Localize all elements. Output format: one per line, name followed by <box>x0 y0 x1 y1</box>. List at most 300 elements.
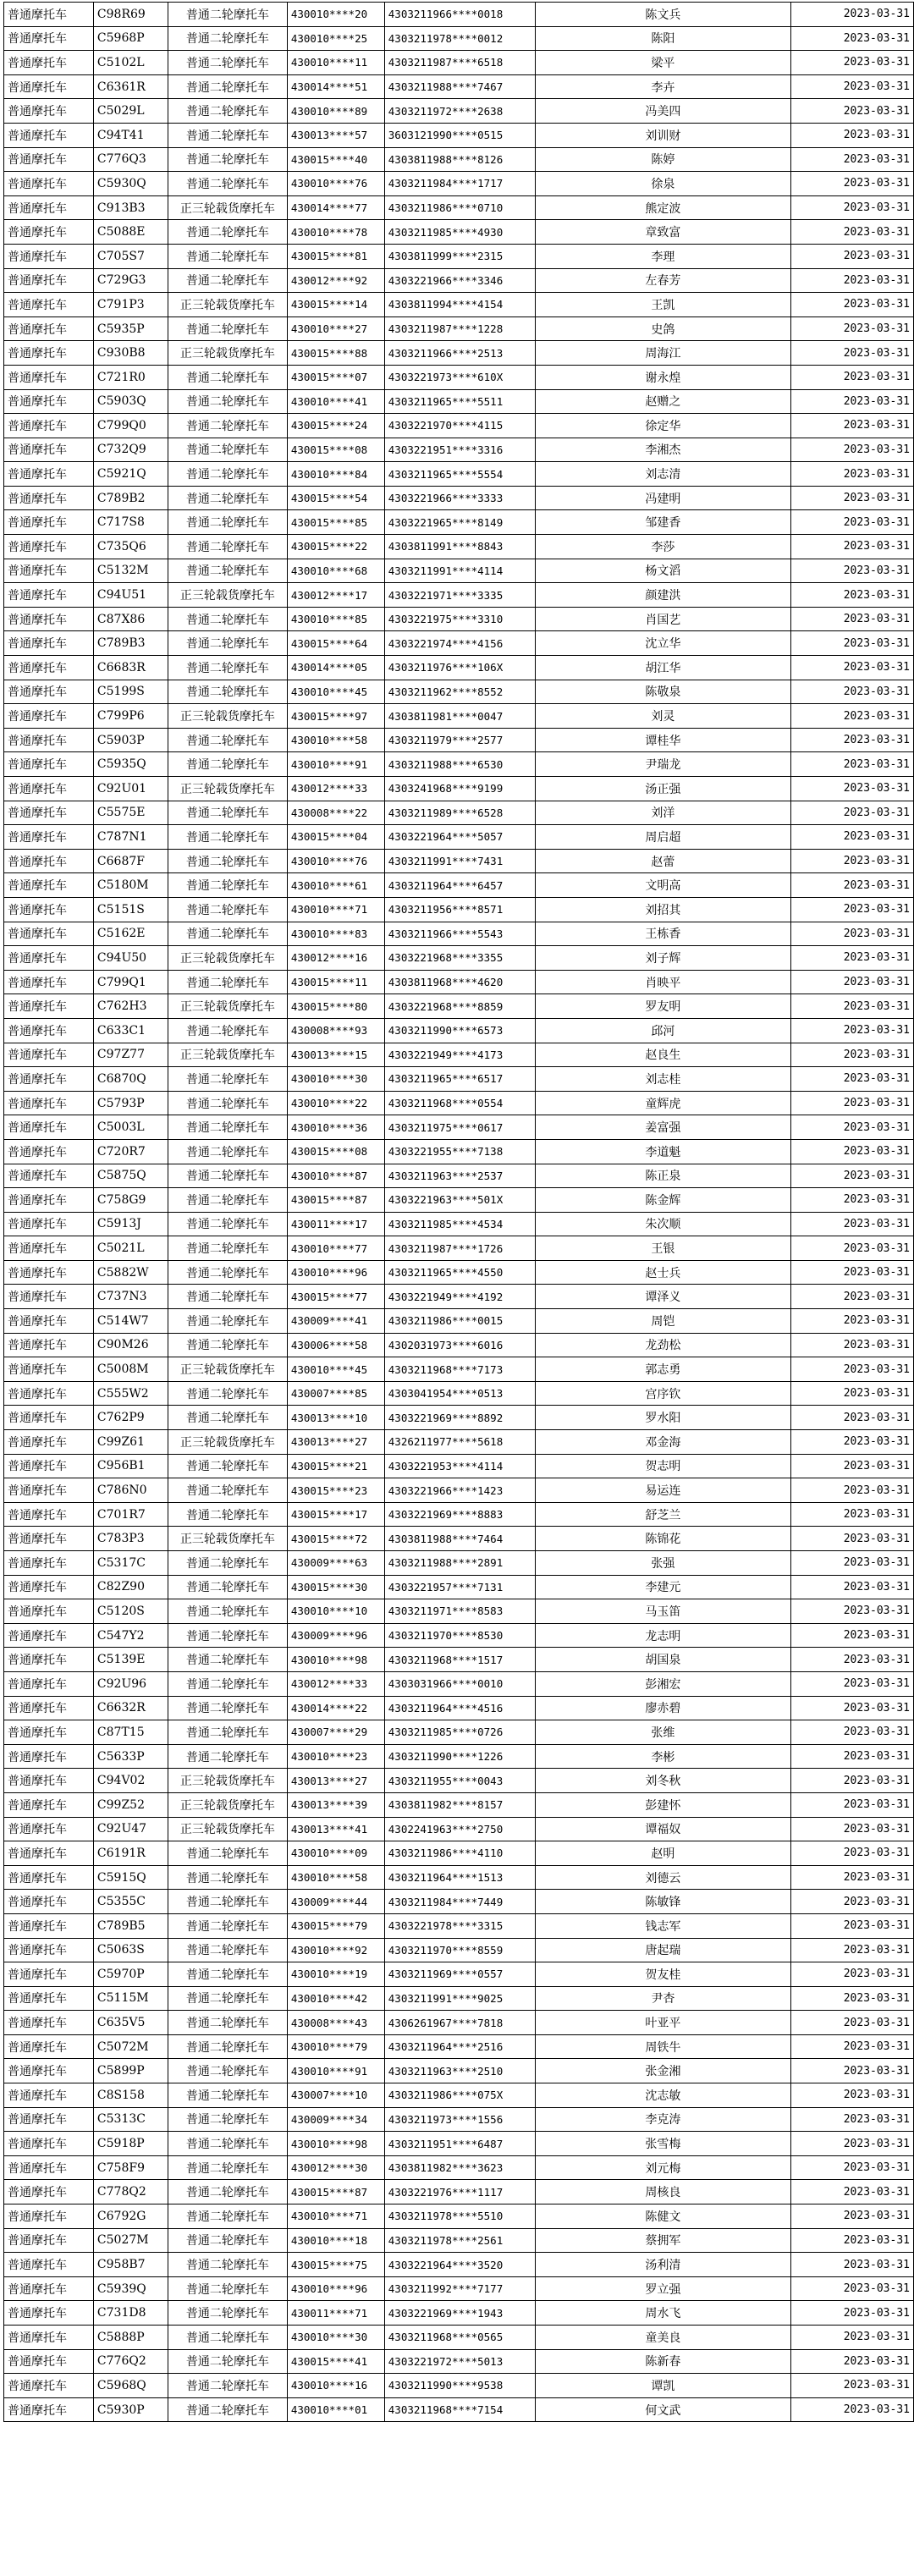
plate-number-cell: C5355C <box>93 1890 168 1914</box>
table-row <box>4 1212 914 1236</box>
date-cell: 2023-03-31 <box>791 510 914 535</box>
id-number-cell: 4302241963****2750 <box>384 1817 535 1841</box>
plate-number-cell: C930B8 <box>93 341 168 366</box>
vehicle-type-cell: 普通摩托车 <box>4 1575 94 1599</box>
table-row <box>4 849 914 873</box>
owner-name-cell: 彭湘宏 <box>535 1671 790 1696</box>
plate-number-cell: C6870Q <box>93 1067 168 1092</box>
vehicle-model-cell: 普通二轮摩托车 <box>168 1890 287 1914</box>
vehicle-model-cell: 正三轮载货摩托车 <box>168 704 287 729</box>
date-cell: 2023-03-31 <box>791 316 914 341</box>
date-cell: 2023-03-31 <box>791 1430 914 1455</box>
record-number-cell: 430010****45 <box>287 680 384 704</box>
table-row <box>4 438 914 462</box>
owner-name-cell: 刘训财 <box>535 123 790 147</box>
owner-name-cell: 赵士兵 <box>535 1260 790 1285</box>
plate-number-cell: C87T15 <box>93 1720 168 1745</box>
vehicle-model-cell: 正三轮载货摩托车 <box>168 195 287 220</box>
date-cell: 2023-03-31 <box>791 1671 914 1696</box>
vehicle-model-cell: 普通二轮摩托车 <box>168 268 287 293</box>
id-number-cell: 4303211973****1556 <box>384 2107 535 2132</box>
vehicle-type-cell: 普通摩托车 <box>4 1139 94 1164</box>
vehicle-type-cell: 普通摩托车 <box>4 244 94 268</box>
vehicle-type-cell: 普通摩托车 <box>4 728 94 752</box>
plate-number-cell: C799Q0 <box>93 414 168 438</box>
record-number-cell: 430011****71 <box>287 2301 384 2326</box>
date-cell: 2023-03-31 <box>791 2132 914 2156</box>
table-row <box>4 2397 914 2422</box>
vehicle-model-cell: 普通二轮摩托车 <box>168 2059 287 2083</box>
plate-number-cell: C5063S <box>93 1938 168 1962</box>
record-number-cell: 430015****80 <box>287 994 384 1019</box>
id-number-cell: 4303211964****1513 <box>384 1865 535 1890</box>
owner-name-cell: 尹瑞龙 <box>535 752 790 777</box>
vehicle-model-cell: 普通二轮摩托车 <box>168 2180 287 2204</box>
vehicle-type-cell: 普通摩托车 <box>4 1381 94 1406</box>
vehicle-model-cell: 普通二轮摩托车 <box>168 414 287 438</box>
vehicle-type-cell: 普通摩托车 <box>4 1406 94 1430</box>
record-number-cell: 430010****92 <box>287 1938 384 1962</box>
plate-number-cell: C5317C <box>93 1551 168 1576</box>
id-number-cell: 4303041954****0513 <box>384 1381 535 1406</box>
owner-name-cell: 谭福奴 <box>535 1817 790 1841</box>
vehicle-model-cell: 正三轮载货摩托车 <box>168 341 287 366</box>
id-number-cell: 4303211971****8583 <box>384 1599 535 1624</box>
owner-name-cell: 梁平 <box>535 51 790 75</box>
record-number-cell: 430010****68 <box>287 559 384 583</box>
date-cell: 2023-03-31 <box>791 1792 914 1817</box>
owner-name-cell: 王凯 <box>535 293 790 317</box>
vehicle-type-cell: 普通摩托车 <box>4 147 94 172</box>
table-row <box>4 3 914 27</box>
date-cell: 2023-03-31 <box>791 462 914 487</box>
table-row <box>4 341 914 366</box>
record-number-cell: 430010****19 <box>287 1962 384 1987</box>
table-row <box>4 777 914 801</box>
plate-number-cell: C762P9 <box>93 1406 168 1430</box>
vehicle-model-cell: 正三轮载货摩托车 <box>168 777 287 801</box>
plate-number-cell: C789B2 <box>93 486 168 510</box>
record-number-cell: 430015****30 <box>287 1575 384 1599</box>
date-cell: 2023-03-31 <box>791 1188 914 1213</box>
vehicle-model-cell: 普通二轮摩托车 <box>168 897 287 922</box>
id-number-cell: 4303221965****8149 <box>384 510 535 535</box>
vehicle-model-cell: 普通二轮摩托车 <box>168 462 287 487</box>
table-row <box>4 1551 914 1576</box>
id-number-cell: 4303211968****0565 <box>384 2326 535 2350</box>
plate-number-cell: C633C1 <box>93 1018 168 1043</box>
vehicle-type-cell: 普通摩托车 <box>4 1792 94 1817</box>
date-cell: 2023-03-31 <box>791 1527 914 1551</box>
record-number-cell: 430010****76 <box>287 172 384 196</box>
id-number-cell: 4303811988****8126 <box>384 147 535 172</box>
plate-number-cell: C799P6 <box>93 704 168 729</box>
owner-name-cell: 李道魁 <box>535 1139 790 1164</box>
id-number-cell: 4303221951****3316 <box>384 438 535 462</box>
id-number-cell: 4303221969****8892 <box>384 1406 535 1430</box>
vehicle-type-cell: 普通摩托车 <box>4 3 94 27</box>
records-table <box>3 2 914 2422</box>
vehicle-model-cell: 普通二轮摩托车 <box>168 1115 287 1140</box>
id-number-cell: 4303221957****7131 <box>384 1575 535 1599</box>
date-cell: 2023-03-31 <box>791 1236 914 1261</box>
id-number-cell: 4303211955****0043 <box>384 1769 535 1793</box>
record-number-cell: 430012****33 <box>287 1671 384 1696</box>
owner-name-cell: 肖映平 <box>535 970 790 994</box>
date-cell: 2023-03-31 <box>791 2349 914 2374</box>
date-cell: 2023-03-31 <box>791 897 914 922</box>
table-row <box>4 293 914 317</box>
record-number-cell: 430009****63 <box>287 1551 384 1576</box>
owner-name-cell: 周铠 <box>535 1309 790 1334</box>
vehicle-type-cell: 普通摩托车 <box>4 752 94 777</box>
id-number-cell: 4303221949****4173 <box>384 1043 535 1067</box>
owner-name-cell: 李彬 <box>535 1744 790 1769</box>
vehicle-type-cell: 普通摩托车 <box>4 293 94 317</box>
vehicle-type-cell: 普通摩托车 <box>4 1890 94 1914</box>
plate-number-cell: C5899P <box>93 2059 168 2083</box>
date-cell: 2023-03-31 <box>791 2326 914 2350</box>
vehicle-type-cell: 普通摩托车 <box>4 1115 94 1140</box>
record-number-cell: 430010****83 <box>287 922 384 946</box>
record-number-cell: 430014****05 <box>287 656 384 680</box>
plate-number-cell: C5935Q <box>93 752 168 777</box>
vehicle-model-cell: 正三轮载货摩托车 <box>168 1527 287 1551</box>
vehicle-model-cell: 普通二轮摩托车 <box>168 2326 287 2350</box>
vehicle-model-cell: 普通二轮摩托车 <box>168 2132 287 2156</box>
owner-name-cell: 邹建香 <box>535 510 790 535</box>
vehicle-model-cell: 普通二轮摩托车 <box>168 970 287 994</box>
vehicle-type-cell: 普通摩托车 <box>4 1043 94 1067</box>
table-row <box>4 2204 914 2229</box>
id-number-cell: 4303221968****8859 <box>384 994 535 1019</box>
plate-number-cell: C5021L <box>93 1236 168 1261</box>
table-row <box>4 1285 914 1309</box>
table-row <box>4 268 914 293</box>
id-number-cell: 4303211968****0554 <box>384 1091 535 1115</box>
table-row <box>4 1091 914 1115</box>
vehicle-model-cell: 普通二轮摩托车 <box>168 1575 287 1599</box>
record-number-cell: 430015****87 <box>287 2180 384 2204</box>
owner-name-cell: 张金湘 <box>535 2059 790 2083</box>
plate-number-cell: C5935P <box>93 316 168 341</box>
date-cell: 2023-03-31 <box>791 1744 914 1769</box>
id-number-cell: 4303211965****5511 <box>384 389 535 414</box>
id-number-cell: 4303211965****5554 <box>384 462 535 487</box>
owner-name-cell: 章致富 <box>535 220 790 245</box>
vehicle-model-cell: 普通二轮摩托车 <box>168 510 287 535</box>
plate-number-cell: C778Q2 <box>93 2180 168 2204</box>
vehicle-model-cell: 正三轮载货摩托车 <box>168 1043 287 1067</box>
table-row <box>4 1430 914 1455</box>
owner-name-cell: 李理 <box>535 244 790 268</box>
owner-name-cell: 易运连 <box>535 1478 790 1503</box>
vehicle-type-cell: 普通摩托车 <box>4 1454 94 1478</box>
vehicle-model-cell: 普通二轮摩托车 <box>168 1139 287 1164</box>
id-number-cell: 4303221970****4115 <box>384 414 535 438</box>
record-number-cell: 430015****87 <box>287 1188 384 1213</box>
vehicle-model-cell: 普通二轮摩托车 <box>168 825 287 850</box>
plate-number-cell: C555W2 <box>93 1381 168 1406</box>
owner-name-cell: 李卉 <box>535 74 790 99</box>
date-cell: 2023-03-31 <box>791 172 914 196</box>
plate-number-cell: C5903Q <box>93 389 168 414</box>
table-row <box>4 1962 914 1987</box>
owner-name-cell: 刘冬秋 <box>535 1769 790 1793</box>
table-row <box>4 316 914 341</box>
vehicle-type-cell: 普通摩托车 <box>4 2107 94 2132</box>
date-cell: 2023-03-31 <box>791 123 914 147</box>
owner-name-cell: 尹杏 <box>535 1986 790 2011</box>
owner-name-cell: 刘志桂 <box>535 1067 790 1092</box>
plate-number-cell: C5888P <box>93 2326 168 2350</box>
id-number-cell: 4303221976****1117 <box>384 2180 535 2204</box>
id-number-cell: 4303211988****7467 <box>384 74 535 99</box>
id-number-cell: 4303221966****3333 <box>384 486 535 510</box>
vehicle-model-cell: 普通二轮摩托车 <box>168 26 287 51</box>
owner-name-cell: 姜富强 <box>535 1115 790 1140</box>
vehicle-model-cell: 普通二轮摩托车 <box>168 1018 287 1043</box>
table-row <box>4 1478 914 1503</box>
date-cell: 2023-03-31 <box>791 1575 914 1599</box>
owner-name-cell: 周海江 <box>535 341 790 366</box>
table-row <box>4 1575 914 1599</box>
record-number-cell: 430013****39 <box>287 1792 384 1817</box>
plate-number-cell: C731D8 <box>93 2301 168 2326</box>
id-number-cell: 4303811988****7464 <box>384 1527 535 1551</box>
table-row <box>4 922 914 946</box>
owner-name-cell: 刘子辉 <box>535 946 790 971</box>
table-row <box>4 1527 914 1551</box>
date-cell: 2023-03-31 <box>791 873 914 898</box>
id-number-cell: 4303211968****1517 <box>384 1648 535 1672</box>
owner-name-cell: 唐起瑞 <box>535 1938 790 1962</box>
vehicle-model-cell: 普通二轮摩托车 <box>168 873 287 898</box>
vehicle-type-cell: 普通摩托车 <box>4 341 94 366</box>
table-row <box>4 2326 914 2350</box>
owner-name-cell: 刘志清 <box>535 462 790 487</box>
vehicle-type-cell: 普通摩托车 <box>4 2276 94 2301</box>
record-number-cell: 430013****15 <box>287 1043 384 1067</box>
id-number-cell: 4303211988****2891 <box>384 1551 535 1576</box>
vehicle-type-cell: 普通摩托车 <box>4 1188 94 1213</box>
table-row <box>4 99 914 124</box>
date-cell: 2023-03-31 <box>791 2301 914 2326</box>
plate-number-cell: C5003L <box>93 1115 168 1140</box>
date-cell: 2023-03-31 <box>791 268 914 293</box>
vehicle-type-cell: 普通摩托车 <box>4 1502 94 1527</box>
record-number-cell: 430010****01 <box>287 2397 384 2422</box>
id-number-cell: 4303211987****1726 <box>384 1236 535 1261</box>
plate-number-cell: C6792G <box>93 2204 168 2229</box>
owner-name-cell: 宫序钦 <box>535 1381 790 1406</box>
id-number-cell: 4303211956****8571 <box>384 897 535 922</box>
table-row <box>4 1236 914 1261</box>
id-number-cell: 4303221975****3310 <box>384 607 535 631</box>
owner-name-cell: 陈敏锋 <box>535 1890 790 1914</box>
table-row <box>4 1333 914 1357</box>
table-row <box>4 1454 914 1478</box>
id-number-cell: 4303211970****8559 <box>384 1938 535 1962</box>
table-row <box>4 825 914 850</box>
date-cell: 2023-03-31 <box>791 849 914 873</box>
id-number-cell: 4303211986****4110 <box>384 1841 535 1866</box>
plate-number-cell: C5008M <box>93 1357 168 1382</box>
table-row <box>4 1067 914 1092</box>
id-number-cell: 4303221964****5057 <box>384 825 535 850</box>
date-cell: 2023-03-31 <box>791 1018 914 1043</box>
id-number-cell: 4303211963****2537 <box>384 1164 535 1188</box>
owner-name-cell: 张雪梅 <box>535 2132 790 2156</box>
id-number-cell: 4303211968****7154 <box>384 2397 535 2422</box>
plate-number-cell: C6191R <box>93 1841 168 1866</box>
id-number-cell: 4303221963****501X <box>384 1188 535 1213</box>
plate-number-cell: C956B1 <box>93 1454 168 1478</box>
vehicle-type-cell: 普通摩托车 <box>4 2253 94 2277</box>
date-cell: 2023-03-31 <box>791 2180 914 2204</box>
record-number-cell: 430009****41 <box>287 1309 384 1334</box>
record-number-cell: 430010****84 <box>287 462 384 487</box>
record-number-cell: 430015****72 <box>287 1527 384 1551</box>
record-number-cell: 430010****23 <box>287 1744 384 1769</box>
id-number-cell: 4303221966****3346 <box>384 268 535 293</box>
date-cell: 2023-03-31 <box>791 1913 914 1938</box>
vehicle-model-cell: 普通二轮摩托车 <box>168 147 287 172</box>
table-row <box>4 1938 914 1962</box>
vehicle-type-cell: 普通摩托车 <box>4 2132 94 2156</box>
id-number-cell: 4303211972****2638 <box>384 99 535 124</box>
table-row <box>4 220 914 245</box>
date-cell: 2023-03-31 <box>791 74 914 99</box>
plate-number-cell: C791P3 <box>93 293 168 317</box>
table-row <box>4 26 914 51</box>
plate-number-cell: C635V5 <box>93 2011 168 2035</box>
date-cell: 2023-03-31 <box>791 1309 914 1334</box>
plate-number-cell: C789B5 <box>93 1913 168 1938</box>
vehicle-type-cell: 普通摩托车 <box>4 1333 94 1357</box>
record-number-cell: 430012****33 <box>287 777 384 801</box>
vehicle-type-cell: 普通摩托车 <box>4 631 94 656</box>
owner-name-cell: 左春芳 <box>535 268 790 293</box>
vehicle-model-cell: 普通二轮摩托车 <box>168 1260 287 1285</box>
id-number-cell: 4303211990****1226 <box>384 1744 535 1769</box>
record-number-cell: 430007****29 <box>287 1720 384 1745</box>
vehicle-type-cell: 普通摩托车 <box>4 922 94 946</box>
vehicle-type-cell: 普通摩托车 <box>4 583 94 608</box>
date-cell: 2023-03-31 <box>791 1043 914 1067</box>
record-number-cell: 430010****09 <box>287 1841 384 1866</box>
vehicle-type-cell: 普通摩托车 <box>4 873 94 898</box>
vehicle-model-cell: 普通二轮摩托车 <box>168 486 287 510</box>
vehicle-type-cell: 普通摩托车 <box>4 172 94 196</box>
record-number-cell: 430010****76 <box>287 849 384 873</box>
vehicle-model-cell: 普通二轮摩托车 <box>168 2107 287 2132</box>
vehicle-model-cell: 普通二轮摩托车 <box>168 1962 287 1987</box>
date-cell: 2023-03-31 <box>791 3 914 27</box>
vehicle-type-cell: 普通摩托车 <box>4 994 94 1019</box>
id-number-cell: 4303221969****8883 <box>384 1502 535 1527</box>
plate-number-cell: C5930P <box>93 2397 168 2422</box>
id-number-cell: 4303211985****4534 <box>384 1212 535 1236</box>
record-number-cell: 430009****96 <box>287 1623 384 1648</box>
date-cell: 2023-03-31 <box>791 1139 914 1164</box>
vehicle-type-cell: 普通摩托车 <box>4 704 94 729</box>
record-number-cell: 430010****96 <box>287 1260 384 1285</box>
vehicle-type-cell: 普通摩托车 <box>4 2011 94 2035</box>
vehicle-type-cell: 普通摩托车 <box>4 195 94 220</box>
plate-number-cell: C92U47 <box>93 1817 168 1841</box>
date-cell: 2023-03-31 <box>791 704 914 729</box>
vehicle-model-cell: 普通二轮摩托车 <box>168 172 287 196</box>
vehicle-type-cell: 普通摩托车 <box>4 99 94 124</box>
vehicle-model-cell: 普通二轮摩托车 <box>168 1865 287 1890</box>
vehicle-model-cell: 正三轮载货摩托车 <box>168 946 287 971</box>
vehicle-type-cell: 普通摩托车 <box>4 1744 94 1769</box>
vehicle-type-cell: 普通摩托车 <box>4 946 94 971</box>
owner-name-cell: 谭凯 <box>535 2374 790 2398</box>
owner-name-cell: 沈立华 <box>535 631 790 656</box>
plate-number-cell: C5793P <box>93 1091 168 1115</box>
vehicle-type-cell: 普通摩托车 <box>4 2083 94 2108</box>
vehicle-type-cell: 普通摩托车 <box>4 1671 94 1696</box>
owner-name-cell: 赵良生 <box>535 1043 790 1067</box>
date-cell: 2023-03-31 <box>791 1115 914 1140</box>
owner-name-cell: 童辉虎 <box>535 1091 790 1115</box>
owner-name-cell: 刘德云 <box>535 1865 790 1890</box>
owner-name-cell: 周水飞 <box>535 2301 790 2326</box>
table-row <box>4 1623 914 1648</box>
record-number-cell: 430015****22 <box>287 535 384 559</box>
table-row <box>4 1913 914 1938</box>
vehicle-type-cell: 普通摩托车 <box>4 1599 94 1624</box>
vehicle-type-cell: 普通摩托车 <box>4 2228 94 2253</box>
record-number-cell: 430015****41 <box>287 2349 384 2374</box>
owner-name-cell: 颜建洪 <box>535 583 790 608</box>
owner-name-cell: 钱志军 <box>535 1913 790 1938</box>
vehicle-type-cell: 普通摩托车 <box>4 1648 94 1672</box>
table-row <box>4 2011 914 2035</box>
plate-number-cell: C762H3 <box>93 994 168 1019</box>
id-number-cell: 4303211990****6573 <box>384 1018 535 1043</box>
vehicle-type-cell: 普通摩托车 <box>4 2374 94 2398</box>
record-number-cell: 430013****57 <box>287 123 384 147</box>
vehicle-model-cell: 普通二轮摩托车 <box>168 1551 287 1576</box>
plate-number-cell: C5120S <box>93 1599 168 1624</box>
vehicle-model-cell: 普通二轮摩托车 <box>168 1913 287 1938</box>
vehicle-model-cell: 普通二轮摩托车 <box>168 438 287 462</box>
date-cell: 2023-03-31 <box>791 1333 914 1357</box>
date-cell: 2023-03-31 <box>791 970 914 994</box>
id-number-cell: 4303211962****8552 <box>384 680 535 704</box>
date-cell: 2023-03-31 <box>791 2276 914 2301</box>
date-cell: 2023-03-31 <box>791 1696 914 1720</box>
id-number-cell: 4303211992****7177 <box>384 2276 535 2301</box>
owner-name-cell: 贺友桂 <box>535 1962 790 1987</box>
plate-number-cell: C5115M <box>93 1986 168 2011</box>
vehicle-type-cell: 普通摩托车 <box>4 801 94 825</box>
plate-number-cell: C5151S <box>93 897 168 922</box>
owner-name-cell: 舒芝兰 <box>535 1502 790 1527</box>
vehicle-type-cell: 普通摩托车 <box>4 2349 94 2374</box>
record-number-cell: 430015****24 <box>287 414 384 438</box>
vehicle-type-cell: 普通摩托车 <box>4 2180 94 2204</box>
record-number-cell: 430013****27 <box>287 1769 384 1793</box>
record-number-cell: 430015****85 <box>287 510 384 535</box>
vehicle-type-cell: 普通摩托车 <box>4 1527 94 1551</box>
owner-name-cell: 汤利清 <box>535 2253 790 2277</box>
date-cell: 2023-03-31 <box>791 1648 914 1672</box>
id-number-cell: 4303211966****0018 <box>384 3 535 27</box>
